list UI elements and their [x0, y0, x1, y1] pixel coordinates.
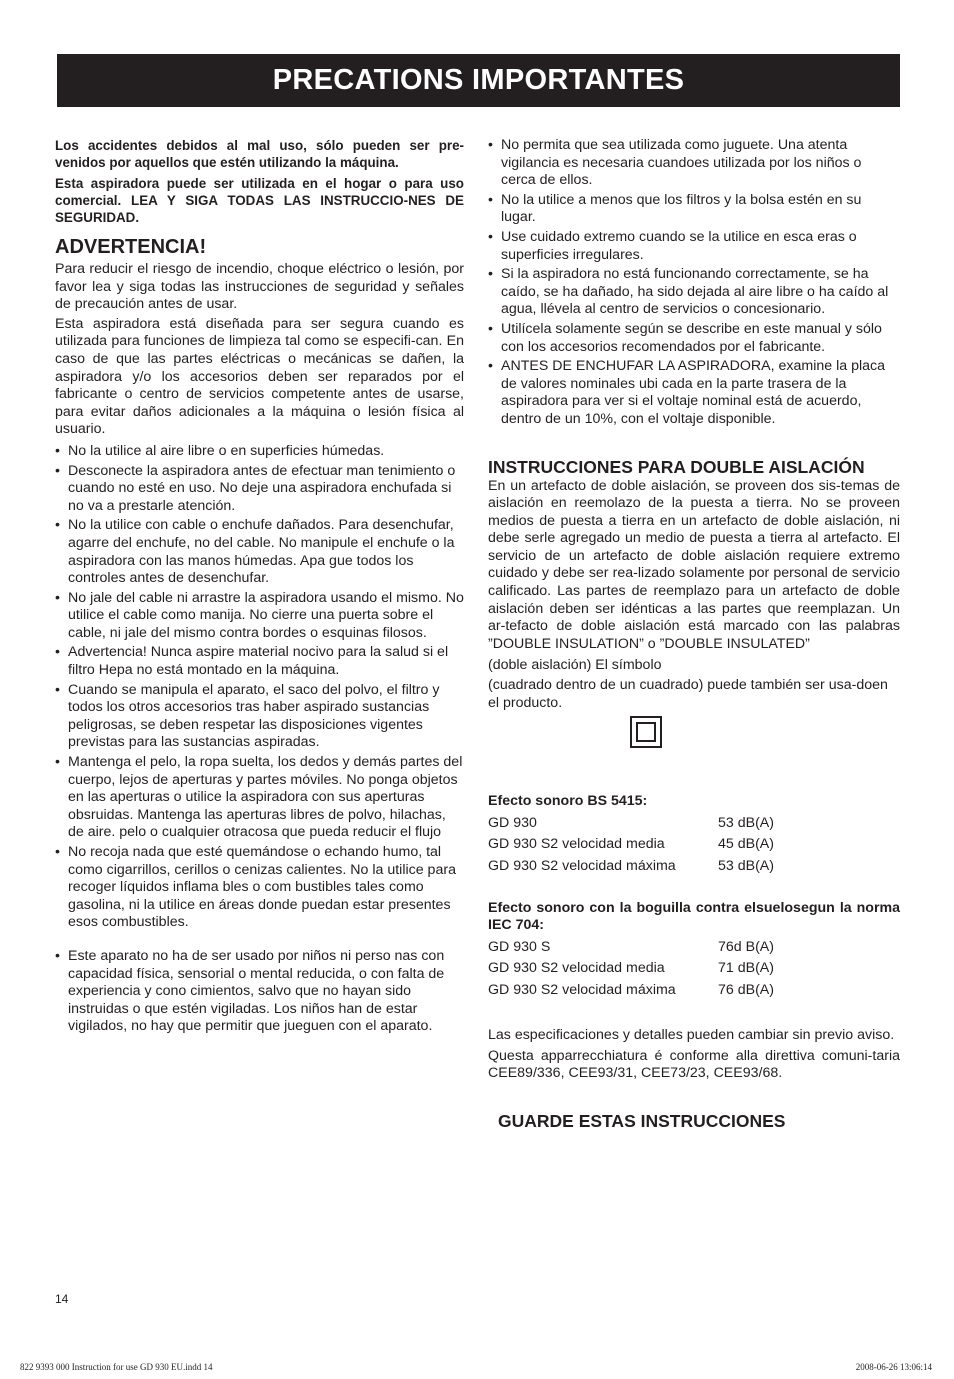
bullet-icon: • — [488, 320, 493, 337]
print-file-name: 822 9393 000 Instruction for use GD 930 EU.indd 14 — [20, 1362, 213, 1372]
bullet-icon: • — [55, 462, 60, 479]
list-item: • Advertencia! Nunca aspire material nocivo para la salud si el filtro Hepa no está montado en la máquina. — [55, 644, 449, 679]
bullet-icon: • — [55, 517, 60, 534]
table-row: GD 930 S2 velocidad media 71 dB(A) — [488, 960, 774, 977]
keep-instructions-heading: GUARDE ESTAS INSTRUCCIONES — [498, 1110, 786, 1131]
warning-heading: ADVERTENCIA! — [55, 236, 207, 258]
bullet-icon: • — [55, 644, 60, 661]
list-item: • Este aparato no ha de ser usado por niños ni perso nas con capacidad física, sensorial o mental reducida, o con falta de experiencia y cono cimientos, salvo que no hayan sido instruidas o que estén vigiladas. Los niños han de estar vigilados, no hay que permitir que jueguen con el aparato. — [55, 947, 445, 1035]
right-column — [488, 137, 900, 1132]
table-row: GD 930 S2 velocidad media 45 dB(A) — [488, 836, 774, 853]
symbol-line-2: (cuadrado dentro de un cuadrado) puede también ser usa-doen el producto. — [488, 677, 888, 711]
double-insulation-heading: INSTRUCCIONES PARA DOUBLE AISLACIÓN — [488, 456, 865, 477]
list-item: • Desconecte la aspiradora antes de efectuar man tenimiento o cuando no esté en uso. No deje una aspiradora enchufada si no va a prestarle atención. — [55, 462, 456, 514]
bullet-icon: • — [488, 191, 493, 208]
bullet-icon: • — [488, 228, 493, 245]
bullet-icon: • — [55, 947, 60, 964]
bullet-icon: • — [55, 442, 60, 459]
bullet-icon: • — [488, 358, 493, 375]
intro-paragraph-2: Esta aspiradora puede ser utilizada en el hogar o para uso comercial. LEA Y SIGA TODAS LAS INSTRUCCIO-NES DE SEGURIDAD. — [55, 176, 464, 225]
print-timestamp: 2008-06-26 13:06:14 — [855, 1362, 932, 1372]
warning-bullet-list-continued — [488, 137, 900, 429]
table-row: GD 930 S 76d B(A) — [488, 938, 774, 955]
bullet-icon: • — [55, 844, 60, 860]
list-item: • No la utilice a menos que los filtros y la bolsa estén en su lugar. — [488, 191, 862, 226]
page-title: PRECATIONS IMPORTANTES — [272, 64, 685, 96]
bullet-icon: • — [488, 137, 493, 153]
list-item: • No recoja nada que esté quemándose o echando humo, tal como cigarrillos, cerillos o cenizas calientes. No la utilice para recoger líquidos inflama bles o com bustibles tales como gasolina, ni la utilice en áreas donde puedan estar presentes esos combustibles. — [55, 844, 456, 931]
specs-change-note: Las especificaciones y detalles pueden cambiar sin previo aviso. — [488, 1026, 895, 1043]
intro-paragraph-1: Los accidentes debidos al mal uso, sólo pueden ser pre-venidos por aquellos que estén utilizando la máquina. — [55, 138, 464, 170]
warning-paragraph-1: Para reducir el riesgo de incendio, choque eléctrico o lesión, por favor lea y siga todas las instrucciones de seguridad y señales de precaución antes de usar. — [55, 261, 464, 313]
double-insulation-symbol-icon — [630, 716, 662, 748]
page-number: 14 — [55, 1292, 69, 1306]
table-row: GD 930 53 dB(A) — [488, 814, 774, 831]
bullet-icon: • — [55, 681, 60, 698]
warning-bullet-list — [55, 443, 464, 1036]
left-column — [55, 137, 464, 1038]
list-item: • Mantenga el pelo, la ropa suelta, los dedos y demás partes del cuerpo, lejos de aperturas y partes móviles. No ponga objetos en las aperturas o utilice la aspiradora con sus aperturas obsruidas. Mantenga las aperturas libres de polvo, hilachas, de aire. pelo o cualquier otracosa que pueda reducir el flujo — [55, 754, 463, 841]
table-row: GD 930 S2 velocidad máxima 53 dB(A) — [488, 858, 774, 874]
list-item: • No permita que sea utilizada como juguete. Una atenta vigilancia es necesaria cuandoes utilizada por los niños o cerca de ellos. — [488, 137, 862, 189]
list-item: • No jale del cable ni arrastre la aspiradora usando el mismo. No utilice el cable como manija. No cierre una puerta sobre el cable, ni jale del mismo contra bordes o esquinas filosos. — [55, 589, 464, 641]
table-row: GD 930 S2 velocidad máxima 76 dB(A) — [488, 981, 774, 998]
symbol-line-1: (doble aislación) El símbolo — [488, 657, 662, 674]
sound-iec-heading: Efecto sonoro con la boguilla contra elsuelosegun la norma IEC 704: — [488, 899, 900, 934]
double-insulation-text: En un artefacto de doble aislación, se proveen dos sis-temas de aislación en reemolazo de la puesta a tierra. No se proveen medios de puesta a tierra en un artefacto de doble aislación, ni debe serle agregado un medio de puesta a tierra al artefacto. El servicio de un artefacto de doble aislación requiere extremo cuidado y debe ser rea-lizado solamente por personal de servicio calificado. Las partes de reemplazo para un artefacto de doble aislación deben ser idénticas a las partes que reemplazan. Un ar-tefacto de doble aislación está marcado con las palabras ”DOUBLE INSULATION” o ”DOUBLE INSULATED” — [488, 477, 900, 652]
list-item: • Si la aspiradora no está funcionando correctamente, se ha caído, se ha dañado, ha sido dejada al aire libre o ha caído al agua, llévela al centro de servicios o concesionario. — [488, 266, 889, 318]
list-item: • Cuando se manipula el aparato, el saco del polvo, el filtro y todos los otros accesorios tras haber aspirado sustancias peligrosas, se deben respetar las disposiciones vigentes previstas para las sustancias aspiradas. — [55, 681, 440, 751]
list-item: • Use cuidado extremo cuando se la utilice en esca eras o superficies irregulares. — [488, 228, 857, 263]
list-item: • No la utilice al aire libre o en superficies húmedas. — [55, 442, 385, 459]
sound-iec-section — [488, 900, 900, 1000]
bullet-icon: • — [55, 754, 60, 771]
page-title-banner — [57, 54, 900, 107]
warning-paragraph-2: Esta aspiradora está diseñada para ser segura cuando es utilizada para funciones de limpieza tal como se especifi-can. En caso de que las partes eléctricas o mecánicas se dañen, la aspiradora y/o los accesorios deben ser reparados por el fabricante o centro de servicios competente antes de usarse, para evitar daños adicionales a la máquina o lesión física al usuario. — [55, 315, 464, 438]
bullet-icon: • — [55, 589, 60, 606]
bullet-icon: • — [488, 266, 493, 283]
list-item: • ANTES DE ENCHUFAR LA ASPIRADORA, examine la placa de valores nominales ubi cada en la parte trasera de la aspiradora para ver si el voltaje nominal está de acuerdo, dentro de un 10%, con el voltaje disponible. — [488, 358, 885, 427]
list-item: • No la utilice con cable o enchufe dañados. Para desenchufar, agarre del enchufe, no del cable. No manipule el enchufe o la aspiradora con las manos húmedas. Apa gue todos los controles antes de desenchufar. — [55, 517, 455, 587]
sound-bs-section — [488, 793, 900, 875]
sound-bs-heading: Efecto sonoro BS 5415: — [488, 793, 648, 810]
conformity-note: Questa apparrecchiatura é conforme alla direttiva comuni-taria CEE89/336, CEE93/31, CEE73/23, CEE93/68. — [488, 1047, 900, 1082]
list-item: • Utilícela solamente según se describe en este manual y sólo con los accesorios recomendados por el fabricante. — [488, 320, 882, 355]
